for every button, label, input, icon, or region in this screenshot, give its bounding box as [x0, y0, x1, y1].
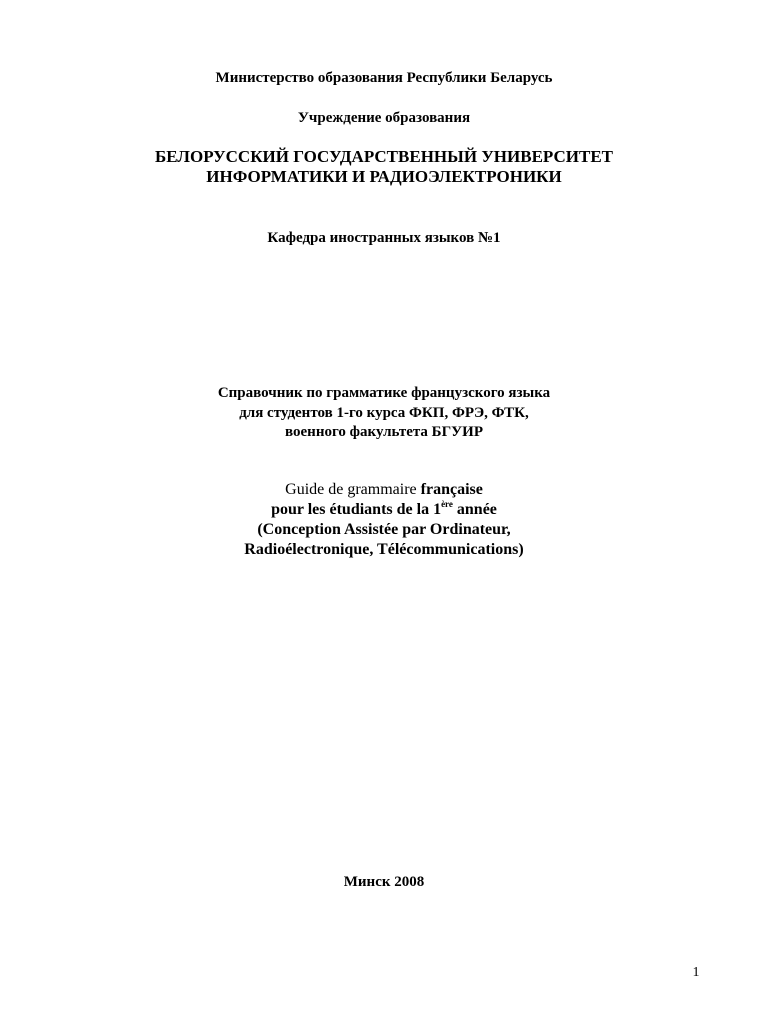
institution-type-line: Учреждение образования — [297, 110, 471, 126]
city-year-line: Минск 2008 — [343, 874, 425, 890]
title-ru-line3: военного факультета БГУИР — [285, 424, 483, 440]
title-fr-line2-prefix: pour les étudiants de la 1 — [271, 501, 442, 518]
title-fr-line2-superscript: ère — [441, 498, 453, 509]
title-fr-line1-emphasis: française — [420, 481, 483, 498]
title-ru-line2: для студентов 1-го курса ФКП, ФРЭ, ФТК, — [239, 405, 529, 421]
title-fr-line1 — [0, 480, 768, 500]
ministry-line: Министерство образования Республики Беларусь — [215, 70, 553, 86]
title-ru-line1: Справочник по грамматике французского языка — [217, 385, 551, 401]
title-fr-line3: (Conception Assistée par Ordinateur, — [257, 521, 511, 538]
title-fr-line2 — [0, 500, 768, 520]
page-number: 1 — [692, 965, 700, 980]
title-fr-line4: Radioélectronique, Télécommunications) — [244, 541, 524, 558]
title-fr-line1-prefix: Guide de grammaire — [285, 481, 421, 498]
university-name-line1: БЕЛОРУССКИЙ ГОСУДАРСТВЕННЫЙ УНИВЕРСИТЕТ — [154, 147, 614, 166]
title-fr-line2-suffix: année — [452, 501, 497, 518]
university-name-line2: ИНФОРМАТИКИ И РАДИОЭЛЕКТРОНИКИ — [206, 167, 562, 186]
department-line: Кафедра иностранных языков №1 — [267, 230, 501, 246]
